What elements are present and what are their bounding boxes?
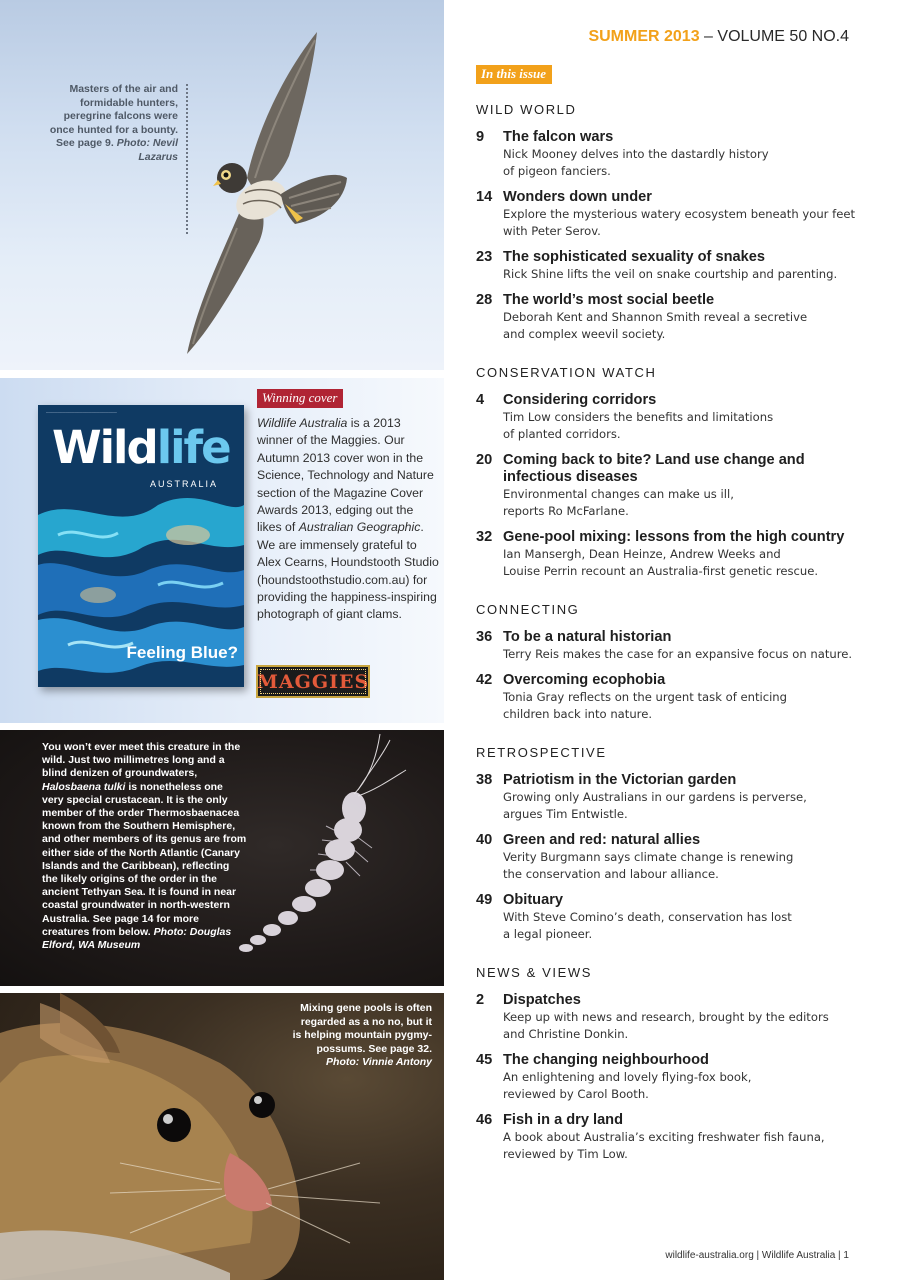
falcon-photo-credit: Photo: Nevil Lazarus: [116, 137, 178, 163]
crustacean-caption-species: Halosbaena tulki: [42, 780, 126, 793]
toc-item-description: An enlightening and lovely flying-fox book, reviewed by Carol Booth.: [503, 1070, 752, 1101]
possum-photo-panel: [0, 993, 444, 1280]
toc-item-title: Wonders down under: [503, 189, 652, 205]
toc-item-description: Nick Mooney delves into the dastardly history of pigeon fanciers.: [503, 147, 769, 178]
cover-masthead: [52, 421, 230, 474]
cover-headline: Feeling Blue?: [126, 643, 238, 662]
toc-item-page-number: 46: [476, 1112, 493, 1128]
winning-cover-tag: Winning cover: [257, 389, 343, 408]
toc-item-title: Coming back to bite? Land use change and infectious diseases: [503, 452, 805, 485]
toc-section: [476, 745, 876, 943]
cover-masthead-wild: Wild: [52, 421, 157, 474]
toc-item-title: Patriotism in the Victorian garden: [503, 772, 737, 788]
toc-item[interactable]: [476, 832, 876, 883]
crustacean-caption: [42, 741, 247, 952]
crustacean-image: [230, 730, 444, 986]
in-this-issue-tag: In this issue: [476, 65, 552, 84]
possum-photo-credit: Photo: Vinnie Antony: [326, 1056, 432, 1068]
falcon-caption: [40, 83, 178, 164]
toc-item-description: Ian Mansergh, Dean Heinze, Andrew Weeks and Louise Perrin recount an Australia-first genetic rescue.: [503, 547, 819, 578]
cover-text-2: . We are immensely grateful to Alex Cearns, Houndstooth Studio (houndstoothstudio.com.au) for providing the happiness-inspiring photograph of giant clams.: [257, 520, 439, 622]
winning-cover-text: [257, 415, 439, 624]
toc-item-title: The changing neighbourhood: [503, 1052, 709, 1068]
toc-item-description: Rick Shine lifts the veil on snake courtship and parenting.: [503, 267, 838, 281]
toc-item[interactable]: [476, 992, 876, 1043]
toc-item-page-number: 2: [476, 992, 485, 1008]
toc-item[interactable]: [476, 529, 876, 580]
toc-item[interactable]: [476, 672, 876, 723]
toc-item-description: Environmental changes can make us ill, reports Ro McFarlane.: [503, 487, 734, 518]
toc-item[interactable]: [476, 189, 876, 240]
toc-item-description: With Steve Comino’s death, conservation has lost a legal pioneer.: [503, 910, 792, 941]
falcon-caption-text: Masters of the air and formidable hunters, peregrine falcons were once hunted for a bounty. See page 9.: [49, 83, 178, 149]
winning-cover-panel: [0, 378, 444, 723]
toc-section: [476, 102, 876, 343]
cover-topline: ─────────────────────────: [46, 410, 117, 415]
section-title: CONSERVATION WATCH: [476, 365, 657, 380]
toc-item[interactable]: [476, 129, 876, 180]
section-title: WILD WORLD: [476, 102, 577, 117]
toc-section: [476, 965, 876, 1163]
toc-section: [476, 365, 876, 580]
toc-item-page-number: 20: [476, 452, 493, 468]
toc-item-description: Tim Low considers the benefits and limitations of planted corridors.: [503, 410, 774, 441]
toc-item-title: The sophisticated sexuality of snakes: [503, 249, 765, 265]
cover-text-italic-1: Wildlife Australia: [257, 416, 348, 430]
crustacean-caption-part-1: You won’t ever meet this creature in the wild. Just two millimetres long and a blind denizen of groundwaters,: [42, 741, 241, 780]
toc-item-title: Gene-pool mixing: lessons from the high country: [503, 529, 845, 545]
toc-item-page-number: 42: [476, 672, 493, 688]
possum-caption: [292, 1002, 432, 1070]
toc-item-title: Dispatches: [503, 992, 581, 1008]
toc-item-description: Deborah Kent and Shannon Smith reveal a secretive and complex weevil society.: [503, 310, 808, 341]
toc-item-page-number: 14: [476, 189, 493, 205]
photo-column: [0, 0, 444, 1280]
section-title: RETROSPECTIVE: [476, 745, 607, 760]
toc-item[interactable]: [476, 1052, 876, 1103]
toc-item-description: Keep up with news and research, brought by the editors and Christine Donkin.: [503, 1010, 829, 1041]
toc-item[interactable]: [476, 629, 876, 663]
toc-item[interactable]: [476, 452, 876, 520]
toc-item-page-number: 9: [476, 129, 485, 145]
possum-caption-text: Mixing gene pools is often regarded as a no no, but it is helping mountain pygmy-possums. See page 32.: [292, 1002, 432, 1055]
toc-item-title: Obituary: [503, 892, 564, 908]
peregrine-falcon-image: [185, 28, 350, 360]
toc-item-title: Fish in a dry land: [503, 1112, 624, 1128]
toc-item[interactable]: [476, 249, 876, 283]
toc-item-title: To be a natural historian: [503, 629, 672, 645]
cover-text-italic-2: Australian Geographic: [298, 520, 421, 535]
section-title: CONNECTING: [476, 602, 580, 617]
toc-item-description: Terry Reis makes the case for an expansive focus on nature.: [503, 647, 853, 661]
toc-item-page-number: 45: [476, 1052, 493, 1068]
crustacean-photo-credit: Photo: Douglas Elford, WA Museum: [42, 925, 232, 952]
toc-item-title: Overcoming ecophobia: [503, 672, 666, 688]
cover-text-1: is a 2013 winner of the Maggies. Our Autumn 2013 cover won in the Science, Technology and Nature section of the Magazine Cover Awards 2013, edging out the likes of: [257, 416, 434, 535]
toc-item-page-number: 38: [476, 772, 493, 788]
cover-australia: AUSTRALIA: [150, 479, 219, 489]
cover-masthead-life: life: [156, 421, 230, 474]
crustacean-photo-panel: [0, 730, 444, 986]
toc-item-description: A book about Australia’s exciting freshwater fish fauna, reviewed by Tim Low.: [503, 1130, 825, 1161]
toc-item[interactable]: [476, 1112, 876, 1163]
section-title: NEWS & VIEWS: [476, 965, 592, 980]
toc-item-description: Explore the mysterious watery ecosystem beneath your feet with Peter Serov.: [503, 207, 856, 238]
falcon-photo-panel: [0, 0, 444, 370]
toc-item-title: The falcon wars: [503, 129, 614, 145]
toc-item-page-number: 32: [476, 529, 493, 545]
issue-season: SUMMER 2013: [588, 28, 700, 45]
toc-item[interactable]: [476, 772, 876, 823]
toc-item[interactable]: [476, 292, 876, 343]
issue-volume: – VOLUME 50 NO.4: [699, 28, 849, 45]
table-of-contents: [476, 102, 876, 1185]
toc-item-title: Considering corridors: [503, 392, 657, 408]
toc-item-title: Green and red: natural allies: [503, 832, 701, 848]
toc-item-page-number: 4: [476, 392, 485, 408]
toc-item-description: Verity Burgmann says climate change is renewing the conservation and labour alliance.: [503, 850, 794, 881]
toc-item-page-number: 40: [476, 832, 493, 848]
toc-item-page-number: 23: [476, 249, 493, 265]
toc-item-page-number: 49: [476, 892, 493, 908]
toc-item-page-number: 28: [476, 292, 493, 308]
toc-item[interactable]: [476, 392, 876, 443]
page-footer: wildlife-australia.org | Wildlife Australia | 1: [665, 1250, 849, 1261]
crustacean-caption-part-2: is nonetheless one very special crustacean. It is the only member of the order Thermosbaenacea known from the Southern Hemisphere, and other members of its genus are from either side of the North Atlantic (Canary Islands and the Caribbean), reflecting the likely origins of the order in the ancient Tethyan Sea. It is found in near coastal groundwater in north-western Australia. See page 14 for more creatures from below.: [42, 780, 247, 938]
magazine-cover-image: [38, 405, 244, 687]
maggies-badge: MAGGIES: [256, 665, 370, 698]
issue-header: [588, 28, 849, 46]
toc-item-title: The world’s most social beetle: [503, 292, 715, 308]
toc-item[interactable]: [476, 892, 876, 943]
toc-item-page-number: 36: [476, 629, 493, 645]
toc-item-description: Tonia Gray reflects on the urgent task of enticing children back into nature.: [503, 690, 788, 721]
toc-section: [476, 602, 876, 723]
toc-item-description: Growing only Australians in our gardens is perverse, argues Tim Entwistle.: [503, 790, 807, 821]
